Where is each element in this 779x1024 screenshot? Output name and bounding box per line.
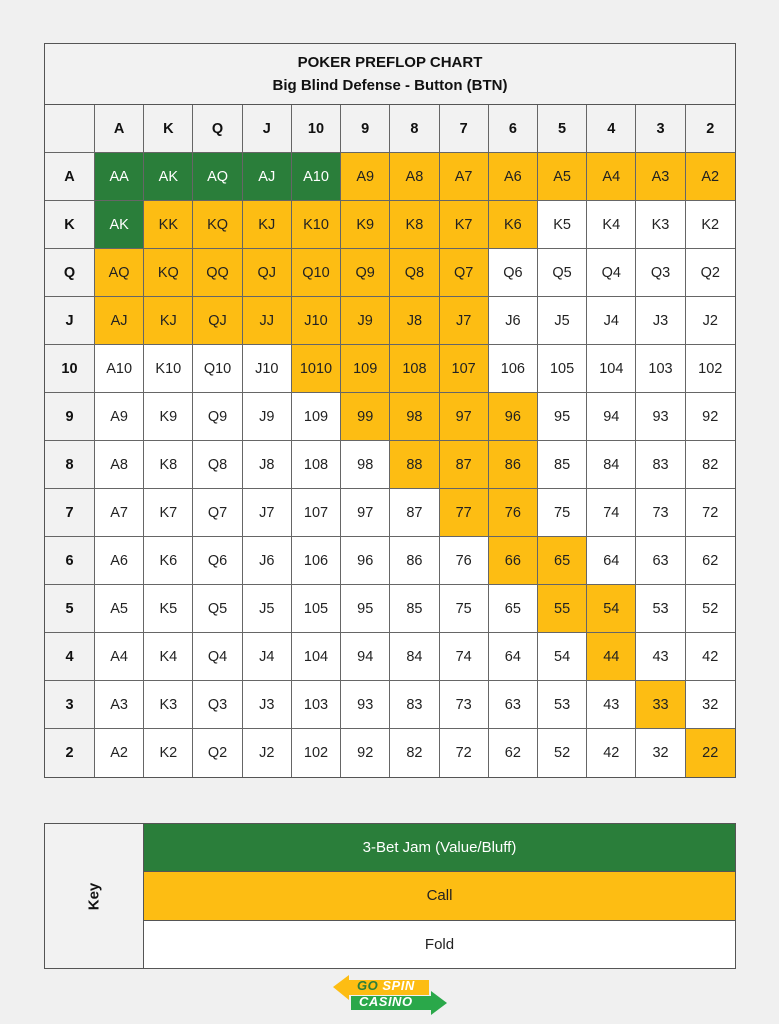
- hand-cell: 107: [292, 489, 341, 537]
- hand-cell: 1010: [292, 345, 341, 393]
- hand-cell: AJ: [95, 297, 144, 345]
- hand-cell: J2: [686, 297, 735, 345]
- hand-cell: Q3: [636, 249, 685, 297]
- hand-cell: A2: [686, 153, 735, 201]
- key-label-jam: 3-Bet Jam (Value/Bluff): [362, 839, 517, 857]
- hand-cell: 53: [538, 681, 587, 729]
- hand-cell: Q6: [489, 249, 538, 297]
- hand-cell: 103: [636, 345, 685, 393]
- hand-cell: Q9: [341, 249, 390, 297]
- hand-cell: 106: [292, 537, 341, 585]
- hand-cell: 75: [440, 585, 489, 633]
- hand-cell: Q10: [193, 345, 242, 393]
- row-header: 8: [45, 441, 95, 489]
- hand-cell: QJ: [243, 249, 292, 297]
- row-header: K: [45, 201, 95, 249]
- hand-grid: [45, 105, 735, 777]
- hand-cell: 104: [292, 633, 341, 681]
- hand-cell: K3: [144, 681, 193, 729]
- hand-cell: KJ: [243, 201, 292, 249]
- hand-cell: 97: [341, 489, 390, 537]
- hand-cell: 54: [587, 585, 636, 633]
- hand-cell: J9: [243, 393, 292, 441]
- hand-cell: 94: [341, 633, 390, 681]
- column-header: 8: [390, 105, 439, 153]
- column-header: 3: [636, 105, 685, 153]
- hand-cell: JJ: [243, 297, 292, 345]
- row-header: Q: [45, 249, 95, 297]
- hand-cell: 72: [686, 489, 735, 537]
- hand-cell: 98: [390, 393, 439, 441]
- hand-cell: KK: [144, 201, 193, 249]
- column-header: Q: [193, 105, 242, 153]
- hand-cell: 83: [390, 681, 439, 729]
- hand-cell: AA: [95, 153, 144, 201]
- row-header: 7: [45, 489, 95, 537]
- hand-cell: 84: [390, 633, 439, 681]
- hand-cell: 93: [341, 681, 390, 729]
- hand-cell: 53: [636, 585, 685, 633]
- hand-cell: 43: [587, 681, 636, 729]
- hand-cell: 63: [489, 681, 538, 729]
- hand-cell: J9: [341, 297, 390, 345]
- hand-cell: 42: [686, 633, 735, 681]
- hand-cell: J4: [243, 633, 292, 681]
- chart-title: [45, 44, 735, 105]
- column-header: A: [95, 105, 144, 153]
- hand-cell: 82: [686, 441, 735, 489]
- hand-cell: 83: [636, 441, 685, 489]
- chart-title-line1: POKER PREFLOP CHART: [297, 54, 483, 71]
- hand-cell: A9: [341, 153, 390, 201]
- column-header: 10: [292, 105, 341, 153]
- hand-cell: 85: [538, 441, 587, 489]
- hand-cell: AK: [144, 153, 193, 201]
- hand-cell: Q7: [440, 249, 489, 297]
- hand-cell: AJ: [243, 153, 292, 201]
- hand-cell: 22: [686, 729, 735, 777]
- hand-cell: Q5: [538, 249, 587, 297]
- column-header: 4: [587, 105, 636, 153]
- hand-cell: K4: [144, 633, 193, 681]
- hand-cell: 97: [440, 393, 489, 441]
- hand-cell: J5: [243, 585, 292, 633]
- hand-cell: 74: [440, 633, 489, 681]
- row-header: J: [45, 297, 95, 345]
- hand-cell: 96: [489, 393, 538, 441]
- row-header: 3: [45, 681, 95, 729]
- hand-cell: A2: [95, 729, 144, 777]
- hand-cell: K3: [636, 201, 685, 249]
- hand-cell: J4: [587, 297, 636, 345]
- hand-cell: A5: [538, 153, 587, 201]
- hand-cell: 44: [587, 633, 636, 681]
- hand-cell: J3: [636, 297, 685, 345]
- hand-cell: K8: [144, 441, 193, 489]
- hand-cell: 64: [489, 633, 538, 681]
- hand-cell: A3: [636, 153, 685, 201]
- key-row-call: [144, 872, 735, 920]
- hand-cell: A5: [95, 585, 144, 633]
- column-header: 7: [440, 105, 489, 153]
- hand-cell: 105: [538, 345, 587, 393]
- hand-cell: J10: [292, 297, 341, 345]
- column-header: 5: [538, 105, 587, 153]
- hand-cell: KJ: [144, 297, 193, 345]
- hand-cell: 109: [341, 345, 390, 393]
- hand-cell: J7: [243, 489, 292, 537]
- hand-cell: Q2: [193, 729, 242, 777]
- hand-cell: A7: [440, 153, 489, 201]
- hand-cell: A10: [95, 345, 144, 393]
- hand-cell: 64: [587, 537, 636, 585]
- hand-cell: 107: [440, 345, 489, 393]
- hand-cell: J6: [243, 537, 292, 585]
- hand-cell: 105: [292, 585, 341, 633]
- hand-cell: 109: [292, 393, 341, 441]
- hand-cell: 92: [341, 729, 390, 777]
- hand-cell: Q6: [193, 537, 242, 585]
- hand-cell: K7: [144, 489, 193, 537]
- hand-cell: K5: [144, 585, 193, 633]
- hand-cell: 52: [686, 585, 735, 633]
- preflop-chart: [44, 43, 736, 778]
- hand-cell: 92: [686, 393, 735, 441]
- hand-cell: 54: [538, 633, 587, 681]
- logo-word-casino: CASINO: [359, 994, 413, 1009]
- hand-cell: Q4: [587, 249, 636, 297]
- hand-cell: 98: [341, 441, 390, 489]
- hand-cell: J2: [243, 729, 292, 777]
- hand-cell: 43: [636, 633, 685, 681]
- hand-cell: K2: [144, 729, 193, 777]
- hand-cell: K6: [489, 201, 538, 249]
- hand-cell: Q3: [193, 681, 242, 729]
- hand-cell: 84: [587, 441, 636, 489]
- hand-cell: 93: [636, 393, 685, 441]
- row-header: 4: [45, 633, 95, 681]
- hand-cell: 96: [341, 537, 390, 585]
- hand-cell: 74: [587, 489, 636, 537]
- hand-cell: 77: [440, 489, 489, 537]
- hand-cell: 52: [538, 729, 587, 777]
- hand-cell: 73: [636, 489, 685, 537]
- hand-cell: Q9: [193, 393, 242, 441]
- hand-cell: 102: [686, 345, 735, 393]
- legend-key: [44, 823, 736, 969]
- hand-cell: 95: [538, 393, 587, 441]
- hand-cell: K4: [587, 201, 636, 249]
- row-header: A: [45, 153, 95, 201]
- hand-cell: 73: [440, 681, 489, 729]
- grid-corner: [45, 105, 95, 153]
- hand-cell: 86: [489, 441, 538, 489]
- hand-cell: AK: [95, 201, 144, 249]
- hand-cell: A6: [489, 153, 538, 201]
- hand-cell: KQ: [193, 201, 242, 249]
- chart-title-line2: Big Blind Defense - Button (BTN): [272, 77, 508, 94]
- hand-cell: K9: [341, 201, 390, 249]
- hand-cell: A4: [95, 633, 144, 681]
- hand-cell: K10: [144, 345, 193, 393]
- hand-cell: A10: [292, 153, 341, 201]
- hand-cell: Q5: [193, 585, 242, 633]
- hand-cell: 62: [686, 537, 735, 585]
- hand-cell: J8: [390, 297, 439, 345]
- key-label-column: [45, 824, 144, 968]
- hand-cell: 62: [489, 729, 538, 777]
- hand-cell: 32: [636, 729, 685, 777]
- hand-cell: A3: [95, 681, 144, 729]
- hand-cell: QQ: [193, 249, 242, 297]
- hand-cell: Q7: [193, 489, 242, 537]
- hand-cell: J7: [440, 297, 489, 345]
- hand-cell: 102: [292, 729, 341, 777]
- key-row-fold: [144, 921, 735, 968]
- hand-cell: 82: [390, 729, 439, 777]
- column-header: 2: [686, 105, 735, 153]
- hand-cell: QJ: [193, 297, 242, 345]
- key-label-fold: Fold: [424, 935, 455, 953]
- hand-cell: K5: [538, 201, 587, 249]
- hand-cell: 88: [390, 441, 439, 489]
- hand-cell: 55: [538, 585, 587, 633]
- logo-word-spin: SPIN: [382, 978, 415, 993]
- row-header: 10: [45, 345, 95, 393]
- hand-cell: 103: [292, 681, 341, 729]
- hand-cell: 32: [686, 681, 735, 729]
- row-header: 6: [45, 537, 95, 585]
- column-header: 6: [489, 105, 538, 153]
- hand-cell: 76: [440, 537, 489, 585]
- hand-cell: J10: [243, 345, 292, 393]
- column-header: 9: [341, 105, 390, 153]
- hand-cell: 65: [489, 585, 538, 633]
- hand-cell: 108: [390, 345, 439, 393]
- hand-cell: A4: [587, 153, 636, 201]
- gospin-casino-logo: [333, 975, 447, 1017]
- hand-cell: 85: [390, 585, 439, 633]
- hand-cell: J8: [243, 441, 292, 489]
- hand-cell: A6: [95, 537, 144, 585]
- hand-cell: 66: [489, 537, 538, 585]
- hand-cell: Q2: [686, 249, 735, 297]
- column-header: J: [243, 105, 292, 153]
- hand-cell: J3: [243, 681, 292, 729]
- hand-cell: KQ: [144, 249, 193, 297]
- hand-cell: 75: [538, 489, 587, 537]
- hand-cell: K7: [440, 201, 489, 249]
- hand-cell: K10: [292, 201, 341, 249]
- hand-cell: A8: [390, 153, 439, 201]
- hand-cell: Q10: [292, 249, 341, 297]
- hand-cell: 86: [390, 537, 439, 585]
- hand-cell: 87: [440, 441, 489, 489]
- hand-cell: 106: [489, 345, 538, 393]
- hand-cell: 87: [390, 489, 439, 537]
- hand-cell: K6: [144, 537, 193, 585]
- key-row-jam: [144, 824, 735, 872]
- hand-cell: 42: [587, 729, 636, 777]
- hand-cell: K8: [390, 201, 439, 249]
- hand-cell: K2: [686, 201, 735, 249]
- hand-cell: 99: [341, 393, 390, 441]
- row-header: 5: [45, 585, 95, 633]
- key-label-call: Call: [426, 887, 453, 905]
- hand-cell: 63: [636, 537, 685, 585]
- hand-cell: A9: [95, 393, 144, 441]
- hand-cell: A7: [95, 489, 144, 537]
- hand-cell: A8: [95, 441, 144, 489]
- hand-cell: 108: [292, 441, 341, 489]
- hand-cell: K9: [144, 393, 193, 441]
- hand-cell: 104: [587, 345, 636, 393]
- hand-cell: J5: [538, 297, 587, 345]
- hand-cell: AQ: [95, 249, 144, 297]
- hand-cell: 33: [636, 681, 685, 729]
- hand-cell: 65: [538, 537, 587, 585]
- hand-cell: 94: [587, 393, 636, 441]
- hand-cell: 95: [341, 585, 390, 633]
- hand-cell: Q4: [193, 633, 242, 681]
- column-header: K: [144, 105, 193, 153]
- row-header: 2: [45, 729, 95, 777]
- hand-cell: J6: [489, 297, 538, 345]
- key-label: Key: [85, 882, 103, 910]
- hand-cell: 76: [489, 489, 538, 537]
- hand-cell: 72: [440, 729, 489, 777]
- hand-cell: Q8: [390, 249, 439, 297]
- logo-word-go: GO: [357, 978, 379, 993]
- row-header: 9: [45, 393, 95, 441]
- hand-cell: AQ: [193, 153, 242, 201]
- key-rows: [144, 824, 735, 968]
- hand-cell: Q8: [193, 441, 242, 489]
